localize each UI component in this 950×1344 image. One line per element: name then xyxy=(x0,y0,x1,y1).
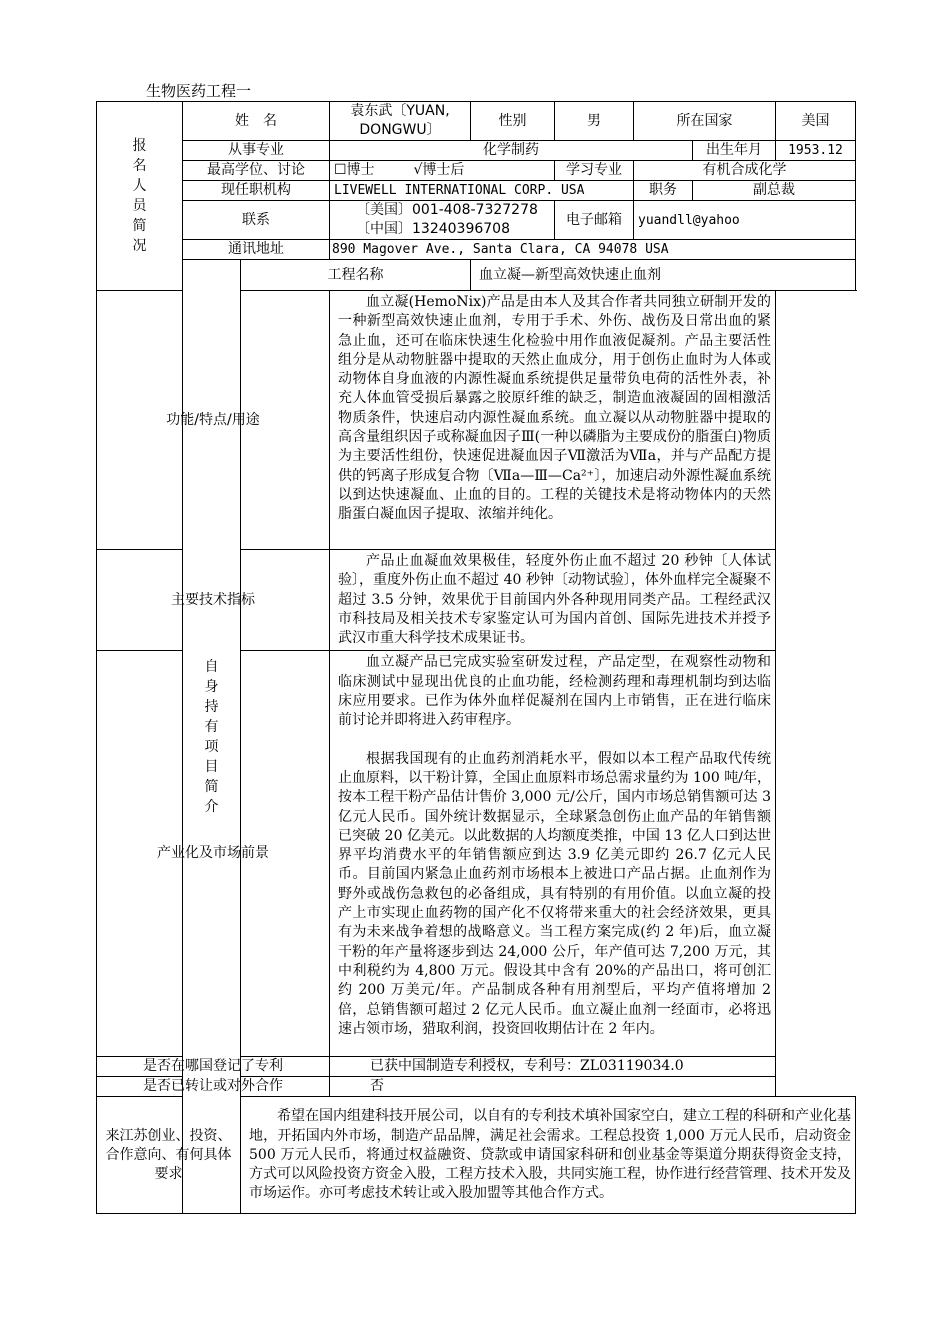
patent-row xyxy=(97,1057,856,1077)
page-title: 生物医药工程一 xyxy=(146,82,252,100)
cooperation-text: 希望在国内组建科技开展公司，以自有的专利技术填补国家空白，建立工程的科研和产业化基地，开拓国内外市场，制造产品品牌，满足社会需求。工程总投资 1,000 万元人民币，启动资金 500 万元人民币，将通过权益融资、贷款或申请国家科研和创业基金等渠道分期获得资金支持，方式可以风险投资方资金入股，工程方技术入股，共同实施工程，协作进行经营管理、技术开发及市场运作。亦可考虑技术转让或入股加盟等其他合作方式。 xyxy=(249,1108,851,1202)
applicant-section-label: 报 名 人 员 简 况 xyxy=(97,102,183,291)
tech-row xyxy=(97,550,856,651)
birth-label: 出生年月 xyxy=(693,141,776,161)
cooperation-text-cell xyxy=(241,1097,856,1214)
project-section-label: 自 身 持 有 项 目 简 介 xyxy=(183,260,241,1214)
study-label: 学习专业 xyxy=(555,161,634,181)
name-row xyxy=(97,102,856,141)
degree-options xyxy=(330,161,555,181)
market-label: 产业化及市场前景 xyxy=(97,651,330,1057)
project-name-row xyxy=(97,260,856,291)
function-text-cell xyxy=(330,291,776,550)
country-label: 所在国家 xyxy=(634,102,776,141)
org-row xyxy=(97,181,856,201)
email-label: 电子邮箱 xyxy=(555,201,634,240)
gender-value: 男 xyxy=(555,102,634,141)
org-value: LIVEWELL INTERNATIONAL CORP. USA xyxy=(330,181,634,201)
degree-row xyxy=(97,161,856,181)
function-row xyxy=(97,291,856,550)
market-text-2: 根据我国现有的止血药剂消耗水平，假如以本工程产品取代传统止血原料，以干粉计算，全国止血原料市场总需求量约为 100 吨/年，按本工程干粉产品估计售价 3,000 元/公斤，国内市场总销售额可达 3 亿元人民币。国外统计数据显示，全球紧急创伤止血产品的年销售额已突破 20 亿美元。以此数据的人均额度类推，中国 13 亿人口到达世界平均消费水平的年销售额应到达 3.9 亿美元即约 26.7 亿元人民币。目前国内紧急止血药剂市场根本上被进口产品占据。止血剂作为野外或战伤急救包的必备组成，具有特别的有用价值。以血立凝的投产上市实现止血药物的国产化不仅将带来重大的社会经济效果，更具有为未来战争着想的战略意义。当工程方案完成(约 2 年)后，血立凝干粉的年产量将逐步到达 24,000 公斤，年产值可达 7,200 万元，其中利税约为 4,800 万元。假设其中含有 20%的产品出口，将可创汇约 200 万美元/年。产品制成各种有用剂型后，平均产值将增加 2 倍，总销售额可超过 2 亿元人民币。血立凝止血剂一经面市，必将迅速占领市场，猎取利润，投资回收期估计在 2 年内。 xyxy=(338,750,771,1037)
contact-label: 联系 xyxy=(183,201,330,240)
transfer-row xyxy=(97,1077,856,1097)
market-text-1: 血立凝产品已完成实验室研发过程，产品定型，在观察性动物和临床测试中显现出优良的止血功能，经检测药理和毒理机制均到达临床应用要求。已作为体外血样促凝剂在国内上市销售，正在进行临床前讨论并即将进入药审程序。 xyxy=(338,654,771,729)
degree-label: 最高学位、讨论 xyxy=(183,161,330,181)
project-name-label: 工程名称 xyxy=(241,260,471,291)
patent-label: 是否在哪国登记了专利 xyxy=(97,1057,330,1077)
phone-cn: 〔中国〕13240396708 xyxy=(356,221,510,237)
study-value: 有机合成化学 xyxy=(634,161,856,181)
application-form-table xyxy=(96,101,856,1214)
name-value: 袁东武〔YUAN, DONGWU〕 xyxy=(330,102,471,141)
birth-value: 1953.12 xyxy=(776,141,856,161)
tech-text: 产品止血凝血效果极佳，轻度外伤止血不超过 20 秒钟〔人体试验〕，重度外伤止血不超过 40 秒钟〔动物试验〕，体外血样完全凝聚不超过 3.5 分钟，效果优于目前国内外各种现用同类产品。工程经武汉市科技局及相关技术专家鉴定认可为国内首创、国际先进技术并授予武汉市重大科学技术成果证书。 xyxy=(338,553,771,647)
market-text-cell xyxy=(330,651,776,1057)
tech-label: 主要技术指标 xyxy=(97,550,330,651)
position-value: 副总裁 xyxy=(693,181,856,201)
address-value: 890 Magover Ave., Santa Clara, CA 94078 USA xyxy=(330,240,856,260)
email-value: yuandll@yahoo xyxy=(634,201,856,240)
transfer-value: 否 xyxy=(330,1077,776,1097)
gender-label: 性别 xyxy=(471,102,555,141)
transfer-label: 是否已转让或对外合作 xyxy=(97,1077,330,1097)
function-text: 血立凝(HemoNix)产品是由本人及其合作者共同独立研制开发的一种新型高效快速止血剂，专用于手术、外伤、战伤及日常出血的紧急止血，还可在临床快速生化检验中用作血液促凝剂。产品主要活性组分是从动物脏器中提取的天然止血成分，用于创伤止血时为人体或动物体自身血液的内源性凝血系统提供足量带负电荷的活性外表，补充人体血管受损后暴露之胶原纤维的缺乏，制造血液凝固的固相激活物质条件，快速启动内源性凝血系统。血立凝以从动物脏器中提取的高含量组织因子或称凝血因子Ⅲ(一种以磷脂为主要成份的脂蛋白)物质为主要活性组份，快速促进凝血因子Ⅶ激活为Ⅶa，并与产品配方提供的钙离子形成复合物〔Ⅶa—Ⅲ—Ca²⁺〕，加速启动外源性凝血系统以到达快速凝血、止血的目的。工程的关键技术是将动物体内的天然脂蛋白凝血因子提取、浓缩并纯化。 xyxy=(338,294,771,523)
phone-us: 〔美国〕001-408-7327278 xyxy=(356,202,538,218)
address-row xyxy=(97,240,856,260)
contact-row xyxy=(97,201,856,240)
function-label: 功能/特点/用途 xyxy=(97,291,330,550)
major-value: 化学制药 xyxy=(330,141,693,161)
position-label: 职务 xyxy=(634,181,693,201)
name-label: 姓 名 xyxy=(183,102,330,141)
org-label: 现任职机构 xyxy=(183,181,330,201)
degree-option-phd: ☐博士 xyxy=(334,162,375,178)
major-label: 从事专业 xyxy=(183,141,330,161)
cooperation-label: 来江苏创业、投资、合作意向、有何具体要求 xyxy=(97,1097,241,1214)
tech-text-cell xyxy=(330,550,776,651)
patent-value: 已获中国制造专利授权，专利号：ZL03119034.0 xyxy=(330,1057,776,1077)
address-label: 通讯地址 xyxy=(183,240,330,260)
country-value: 美国 xyxy=(776,102,856,141)
major-row xyxy=(97,141,856,161)
cooperation-row xyxy=(97,1097,856,1214)
project-name-value: 血立凝—新型高效快速止血剂 xyxy=(471,260,856,291)
degree-option-postdoc: √博士后 xyxy=(413,162,465,178)
contact-phones xyxy=(330,201,555,240)
